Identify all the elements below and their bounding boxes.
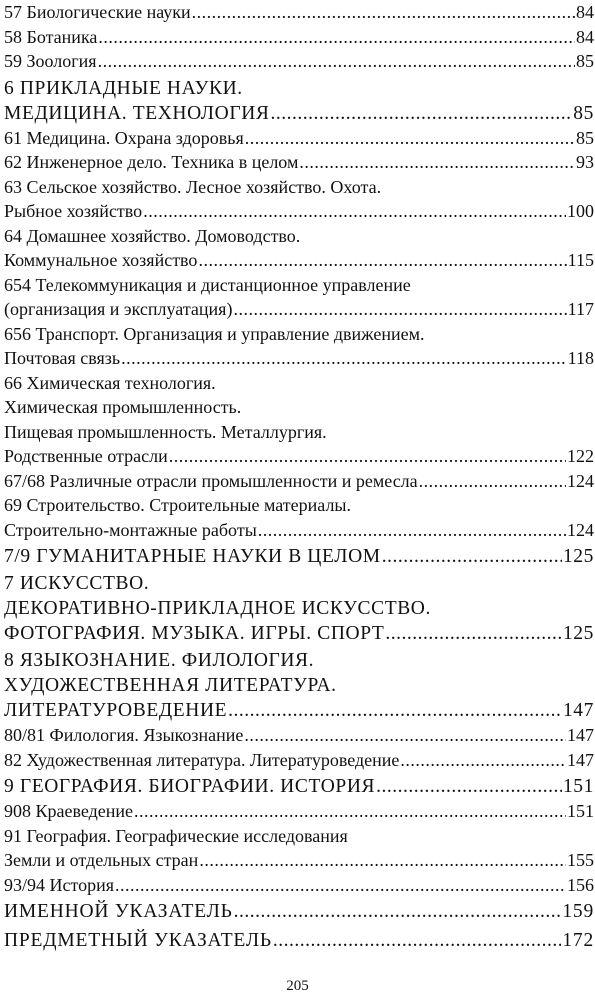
toc-entry-line-final [4,0,594,25]
toc-entry-title: 64 Домашнее хозяйство. Домоводство. [4,225,301,246]
toc-entry-title: Земли и отдельных стран [4,850,199,870]
toc-entry-title: ХУДОЖЕСТВЕННАЯ ЛИТЕРАТУРА. [4,675,337,696]
toc-entry-title: 7 ИСКУССТВО. [4,573,150,594]
toc-entry-page: 172 [562,930,594,951]
toc-entry-page: 155 [567,850,594,870]
table-of-contents [4,0,594,955]
dot-leader [270,101,572,126]
dot-leader [385,621,562,646]
toc-entry-page: 151 [567,801,594,821]
toc-entry [4,150,594,175]
toc-entry-page: 84 [576,26,594,47]
dot-leader [299,150,575,175]
toc-entry [4,723,594,748]
toc-entry-page: 85 [573,102,594,124]
toc-entry-line [4,371,594,396]
dot-leader [234,897,562,926]
toc-entry-line [4,824,594,849]
toc-entry-title: 91 География. Географические исследования [4,825,348,846]
dot-leader [400,748,566,773]
toc-entry-title: 9 ГЕОГРАФИЯ. БИОГРАФИИ. ИСТОРИЯ [4,776,376,797]
dot-leader [192,0,575,25]
toc-entry-page: 147 [567,725,594,745]
toc-entry [4,571,594,646]
toc-entry-line-final [4,799,594,824]
page-number: 205 [286,978,309,994]
toc-entry-line-final [4,126,594,151]
toc-entry-line [4,420,594,445]
toc-entry [4,126,594,151]
toc-entry-title: 656 Транспорт. Организация и управление движением. [4,323,425,344]
toc-entry [4,799,594,824]
toc-entry-line-final [4,346,594,371]
toc-entry-title: 6 ПРИКЛАДНЫЕ НАУКИ. [4,77,243,99]
toc-entry [4,224,594,273]
dot-leader [143,199,566,224]
toc-entry-page: 93 [576,152,594,172]
toc-entry-title: 66 Химическая технология. [4,372,216,393]
toc-entry-title: Строительно-монтажные работы [4,519,257,540]
toc-entry-line [4,596,594,621]
toc-entry [4,25,594,50]
toc-entry-title: Рыбное хозяйство [4,201,143,221]
toc-entry-title: ИМЕННОЙ УКАЗАТЕЛЬ [4,901,233,922]
toc-entry-title: 57 Биологические науки [4,2,191,22]
toc-entry [4,469,594,494]
toc-entry-line-final [4,25,594,50]
toc-entry-page: 147 [562,700,594,721]
toc-entry [4,76,594,126]
toc-entry-page: 156 [567,874,594,895]
toc-entry-line [4,76,594,101]
toc-entry-line-final [4,926,594,955]
toc-entry-title: МЕДИЦИНА. ТЕХНОЛОГИЯ [4,102,270,124]
toc-entry-line [4,224,594,249]
toc-entry-page: 122 [567,446,594,466]
dot-leader [244,723,566,748]
toc-entry-line-final [4,544,594,569]
toc-entry-page: 115 [567,250,594,270]
toc-entry-line [4,571,594,596]
toc-entry-line [4,273,594,298]
toc-entry-line-final [4,774,594,799]
dot-leader [199,848,566,873]
toc-entry-line-final [4,897,594,926]
toc-entry-line [4,395,594,420]
toc-entry [4,371,594,469]
toc-entry-page: 147 [567,749,594,770]
toc-entry-page: 100 [567,201,594,221]
dot-leader [134,799,566,824]
dot-leader [233,297,566,322]
toc-entry-page: 125 [562,546,594,567]
toc-entry [4,0,594,25]
toc-entry-title: 82 Художественная литература. Литературоведение [4,749,400,770]
toc-entry-page: 84 [576,2,594,22]
toc-entry [4,322,594,371]
toc-entry-page: 124 [567,519,594,540]
toc-entry-page: 85 [576,51,594,71]
toc-entry-title: 8 ЯЗЫКОЗНАНИЕ. ФИЛОЛОГИЯ. [4,650,315,671]
dot-leader [376,774,562,799]
toc-entry-line-final [4,444,594,469]
dot-leader [245,126,575,151]
toc-entry [4,273,594,322]
toc-entry-title: 58 Ботаника [4,26,98,47]
toc-entry-title: Химическая промышленность. [4,397,242,417]
toc-entry-line-final [4,518,594,543]
toc-entry-line-final [4,199,594,224]
dot-leader [273,926,561,955]
toc-entry [4,774,594,799]
toc-entry-title: ФОТОГРАФИЯ. МУЗЫКА. ИГРЫ. СПОРТ [4,623,385,644]
toc-entry-title: 7/9 ГУМАНИТАРНЫЕ НАУКИ В ЦЕЛОМ [4,546,381,567]
toc-entry-page: 124 [567,470,594,491]
toc-entry-line-final [4,748,594,773]
dot-leader [121,346,567,371]
toc-entry-title: 59 Зоология [4,51,97,71]
toc-entry [4,873,594,898]
toc-entry-page: 125 [562,623,594,644]
toc-entry-title: (организация и эксплуатация) [4,299,233,319]
toc-entry-line [4,322,594,347]
toc-entry-line-final [4,723,594,748]
toc-entry [4,493,594,542]
toc-entry-title: 80/81 Филология. Языкознание [4,725,244,745]
dot-leader [98,49,575,74]
toc-entry-title: Пищевая промышленность. Металлургия. [4,421,327,442]
toc-entry [4,49,594,74]
toc-entry-title: 654 Телекоммуникация и дистанционное управление [4,274,411,295]
toc-entry-line-final [4,621,594,646]
toc-entry [4,824,594,873]
toc-entry-title: 69 Строительство. Строительные материалы. [4,495,352,515]
toc-entry-page: 159 [562,901,594,922]
toc-entry [4,897,594,926]
toc-entry [4,748,594,773]
toc-entry-line-final [4,297,594,322]
toc-entry [4,544,594,569]
toc-entry-line-final [4,873,594,898]
toc-entry-title: 61 Медицина. Охрана здоровья [4,127,244,148]
toc-entry-title: 908 Краеведение [4,801,134,821]
dot-leader [169,444,566,469]
toc-entry-line-final [4,698,594,723]
toc-entry-line [4,175,594,200]
dot-leader [382,544,562,569]
toc-entry [4,648,594,723]
toc-entry-title: Родственные отрасли [4,446,168,466]
toc-entry-title: 62 Инженерное дело. Техника в целом [4,152,299,172]
toc-entry-title: ДЕКОРАТИВНО-ПРИКЛАДНОЕ ИСКУССТВО. [4,598,431,619]
toc-entry-line [4,673,594,698]
dot-leader [115,873,566,898]
toc-entry-page: 151 [562,776,594,797]
toc-entry-line-final [4,150,594,175]
dot-leader [228,698,562,723]
toc-entry-page: 118 [567,348,594,368]
toc-entry-line-final [4,248,594,273]
toc-entry-title: 63 Сельское хозяйство. Лесное хозяйство. Охота. [4,176,382,197]
toc-entry-line-final [4,101,594,126]
toc-entry [4,926,594,955]
dot-leader [419,469,566,494]
toc-entry-page: 117 [567,299,594,319]
toc-entry-line [4,493,594,518]
toc-entry-line-final [4,49,594,74]
toc-entry-line-final [4,848,594,873]
toc-entry-title: 67/68 Различные отрасли промышленности и ремесла [4,470,418,491]
toc-entry-page: 85 [576,127,594,148]
toc-entry-line-final [4,469,594,494]
toc-entry-title: Почтовая связь [4,348,121,368]
toc-entry-title: ЛИТЕРАТУРОВЕДЕНИЕ [4,700,228,721]
toc-entry-title: 93/94 История [4,874,115,895]
toc-entry [4,175,594,224]
toc-entry-title: Коммунальное хозяйство [4,250,198,270]
toc-entry-line [4,648,594,673]
dot-leader [258,518,566,543]
dot-leader [198,248,566,273]
toc-entry-title: ПРЕДМЕТНЫЙ УКАЗАТЕЛЬ [4,930,272,951]
dot-leader [98,25,575,50]
